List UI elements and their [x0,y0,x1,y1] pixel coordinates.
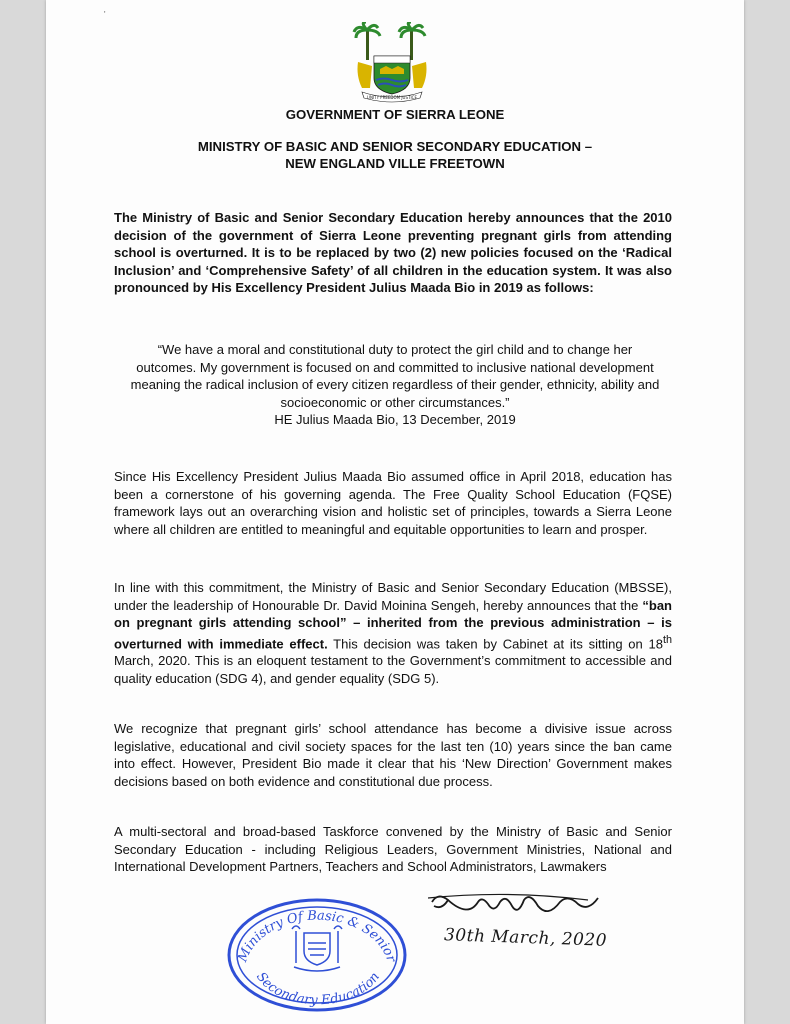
intro-paragraph: The Ministry of Basic and Senior Secondary Education hereby announces that the 2010 decision of the government of Sierra Leone preventing pregnant girls from attending school is overturned. It is to be replaced by two (2) new policies focused on the ‘Radical Inclusion’ and ‘Comprehensive Safety’ of all children in the education system. It was also pronounced by His Excellency President Julius Maada Bio in 2019 as follows: [114,210,672,295]
government-title: GOVERNMENT OF SIERRA LEONE [285,107,505,122]
ministry-stamp [224,893,410,1013]
signature-date: 30th March, 2020 [443,925,608,951]
scan-mark: ' [104,10,106,19]
ministry-title-line1: MINISTRY OF BASIC AND SENIOR SECONDARY EDUCATION – [197,139,593,154]
announcement-emphasis: “ban on pregnant girls attending school” – inherited from the previous administration – is overturned with immediate effect. [114,597,672,651]
stamp-crest-icon [292,926,342,971]
paragraph-announcement [114,579,672,687]
announcement-text-end: March, 2020. This is an eloquent testament to the Government’s commitment to accessible and quality education (SDG 4), and gender equality (SDG 5). [114,653,672,686]
stamp-bottom-text: Secondary Education [253,969,383,1009]
paragraph-taskforce: A multi-sectoral and broad-based Taskforce convened by the Ministry of Basic and Senior Secondary Education - including Religious Leaders, Government Ministries, National and International Development Partners, Teachers and School Administrators, Lawmakers [114,824,672,874]
document-page [46,0,744,1024]
date-superscript: th [662,633,672,646]
presidential-quote [126,341,664,429]
svg-text:Ministry Of Basic & Senior [235,909,399,966]
ministry-title-line2: NEW ENGLAND VILLE FREETOWN [285,156,505,171]
stamp-top-text: Ministry Of Basic & Senior [235,908,399,965]
paragraph-recognition: We recognize that pregnant girls’ school attendance has become a divisive issue across legislative, educational and civil society spaces for the last ten (10) years since the ban came into effect. However, President Bio made it clear that his ‘New Direction’ Government makes decisions based on both evidence and constitutional due process. [114,721,672,789]
quote-attribution: HE Julius Maada Bio, 13 December, 2019 [274,412,516,427]
svg-text:UNITY FREEDOM JUSTICE: UNITY FREEDOM JUSTICE [367,95,417,100]
coat-of-arms-icon [352,22,432,104]
announcement-text-start: In line with this commitment, the Ministry of Basic and Senior Secondary Education (MBSSE), under the leadership of Honourable Dr. David Moinina Sengeh, hereby announces that the [114,580,672,613]
quote-text: “We have a moral and constitutional duty to protect the girl child and to change her outcomes. My government is focused on and committed to inclusive national development meaning the radical inclusion of every citizen regardless of their gender, ethnicity, ability and socioeconomic or other circumstances.” [130,342,660,410]
announcement-text-middle: This decision was taken by Cabinet at its sitting on 18 [327,635,663,651]
paragraph-fqse: Since His Excellency President Julius Maada Bio assumed office in April 2018, education has been a cornerstone of his governing agenda. The Free Quality School Education (FQSE) framework lays out an overarching vision and holistic set of principles, towards a Sierra Leone where all children are entitled to meaningful and equitable opportunities to learn and prosper. [114,469,672,537]
